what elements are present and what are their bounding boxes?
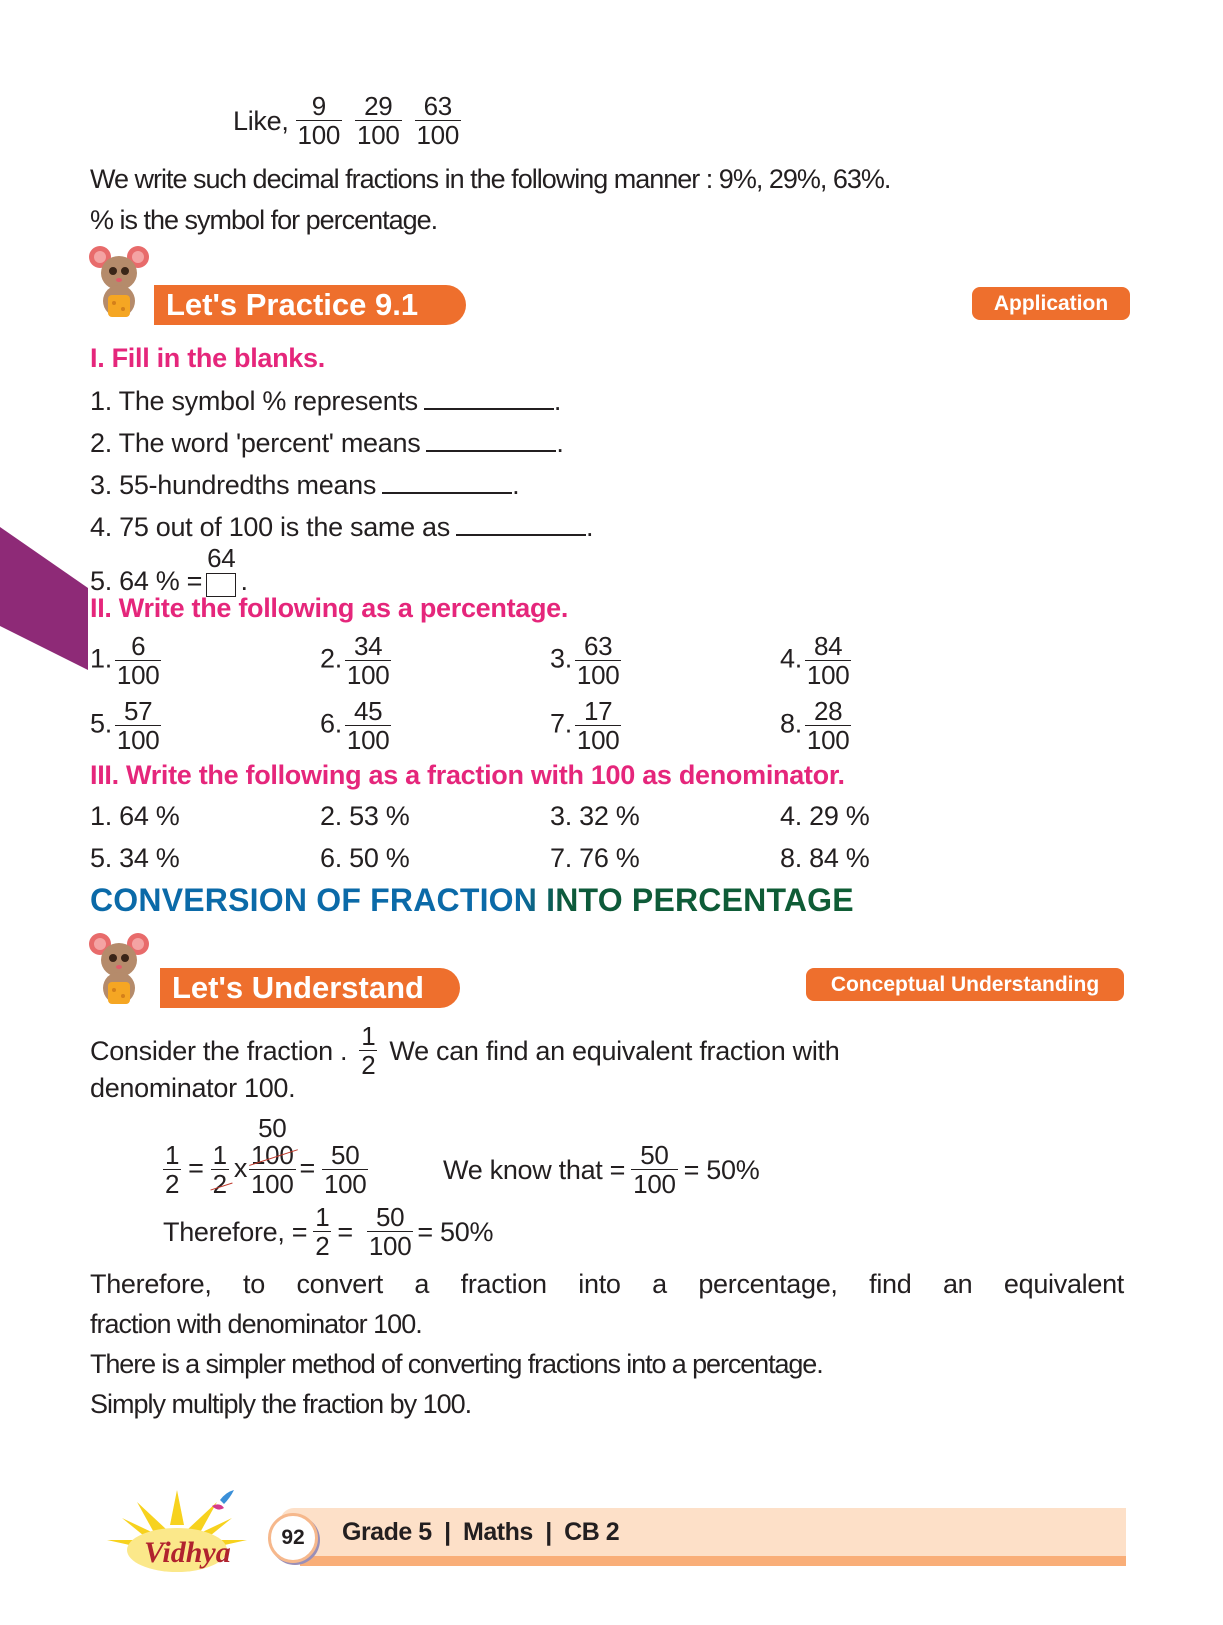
- fill-item-2: 2. The word 'percent' means .: [90, 428, 564, 458]
- consider-line: Consider the fraction . $\frac{1}{2}$ We can find an equivalent fraction with: [90, 1021, 840, 1080]
- fraction-item: 7. $\frac{17}{100}$: [550, 696, 620, 755]
- fraction: $\frac{29}{100}$: [357, 91, 400, 150]
- fill-item-3: 3. 55-hundredths means .: [90, 470, 520, 500]
- consider-line-2: denominator 100.: [90, 1073, 296, 1103]
- paragraph-line: fraction with denominator 100.: [90, 1309, 422, 1339]
- like-label: Like,: [233, 105, 289, 136]
- page-number-badge: [268, 1513, 318, 1563]
- equation-therefore: Therefore, = $\frac{1}{2}$ = $\frac{50}{100}$ = 50%: [163, 1202, 494, 1261]
- practice-banner: Let's Practice 9.1: [154, 285, 466, 325]
- percent-item: 2. 53 %: [320, 801, 410, 831]
- percentage-fractions-grid: [90, 632, 1010, 754]
- fill-item-5: 5. 64 % = 64 .: [90, 543, 248, 596]
- section-heading: CONVERSION OF FRACTION INTO PERCENTAGE: [90, 882, 854, 918]
- equation-we-know: We know that = $\frac{50}{100}$ = 50%: [443, 1140, 760, 1199]
- section-2-title: II. Write the following as a percentage.: [90, 593, 569, 623]
- percent-items-grid: [90, 800, 1010, 874]
- side-tab-decoration: [0, 520, 92, 675]
- percent-item: 5. 34 %: [90, 843, 180, 873]
- vidhya-logo-icon: [92, 1480, 262, 1580]
- understand-banner: Let's Understand: [160, 968, 460, 1008]
- percent-item: 4. 29 %: [780, 801, 870, 831]
- fraction-item: 4. $\frac{84}{100}$: [780, 631, 850, 690]
- fraction-item: 8. $\frac{28}{100}$: [780, 696, 850, 755]
- section-1-title: I. Fill in the blanks.: [90, 343, 325, 373]
- answer-blank[interactable]: [424, 386, 554, 410]
- fraction-item: 6. $\frac{45}{100}$: [320, 696, 390, 755]
- percent-item: 3. 32 %: [550, 801, 640, 831]
- paragraph-line: There is a simpler method of converting fractions into a percentage.: [90, 1349, 823, 1379]
- footer-grade: Grade 5: [342, 1518, 432, 1546]
- fraction-item: 3. $\frac{63}{100}$: [550, 631, 620, 690]
- fill-item-4: 4. 75 out of 100 is the same as .: [90, 512, 594, 542]
- fraction-item: 5. $\frac{57}{100}$: [90, 696, 160, 755]
- footer-title: Grade 5 | Maths | CB 2: [342, 1518, 620, 1546]
- paragraph-line: Therefore, to convert a fraction into a percentage, find an equivalent: [90, 1269, 1124, 1299]
- intro-line-1: We write such decimal fractions in the following manner : 9%, 29%, 63%.: [90, 164, 891, 194]
- conceptual-understanding-badge: Conceptual Understanding: [806, 968, 1124, 1001]
- footer-subject: Maths: [463, 1518, 533, 1546]
- footer-book: CB 2: [564, 1518, 620, 1546]
- mouse-mascot-icon: [88, 930, 150, 1008]
- fraction-item: 1. $\frac{6}{100}$: [90, 631, 160, 690]
- equation-equivalent: $\frac{1}{2}$ = $\frac{1}{2}$ x 50 $\frac{100}{100}$ = $\frac{50}{100}$: [165, 1113, 367, 1199]
- section-3-title: III. Write the following as a fraction with 100 as denominator.: [90, 760, 845, 790]
- percent-item: 7. 76 %: [550, 843, 640, 873]
- mouse-mascot-icon: [88, 243, 150, 321]
- fill-item-1: 1. The symbol % represents .: [90, 386, 562, 416]
- answer-blank[interactable]: [456, 512, 586, 536]
- application-badge: Application: [972, 287, 1130, 320]
- paragraph-line: Simply multiply the fraction by 100.: [90, 1389, 472, 1419]
- answer-blank[interactable]: [382, 470, 512, 494]
- footer-band-stripe: [300, 1556, 1126, 1566]
- intro-line-2: % is the symbol for percentage.: [90, 205, 438, 235]
- percent-item: 8. 84 %: [780, 843, 870, 873]
- percent-item: 1. 64 %: [90, 801, 180, 831]
- answer-blank[interactable]: [426, 428, 556, 452]
- svg-text:Vidhya: Vidhya: [144, 1536, 231, 1569]
- intro-examples: [233, 92, 464, 149]
- fraction-item: 2. $\frac{34}{100}$: [320, 631, 390, 690]
- fraction: $\frac{63}{100}$: [416, 91, 459, 150]
- page-number: 92: [281, 1526, 305, 1549]
- fraction: $\frac{9}{100}$: [297, 91, 341, 150]
- percent-item: 6. 50 %: [320, 843, 410, 873]
